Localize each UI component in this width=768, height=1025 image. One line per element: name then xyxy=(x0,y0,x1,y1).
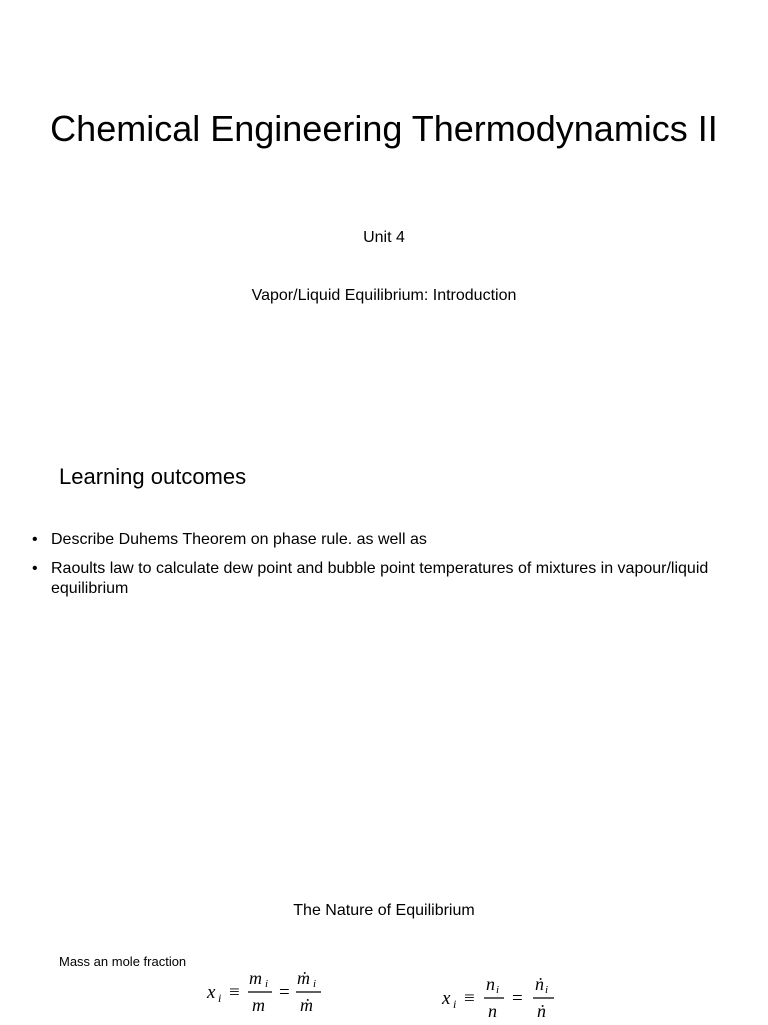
eq-lhs: x xyxy=(207,982,216,1003)
eq-lhs-sub: i xyxy=(218,991,222,1005)
eq-num2-sub: i xyxy=(545,984,549,996)
eq-den2: ṁ xyxy=(300,995,313,1015)
eq-identity: ≡ xyxy=(464,988,475,1009)
eq-num1-sub: i xyxy=(265,978,269,990)
eq-num2: ṁ xyxy=(297,968,310,988)
unit-label: Unit 4 xyxy=(363,229,405,246)
eq-equals: = xyxy=(512,988,523,1009)
eq-num2-sub: i xyxy=(313,978,317,990)
bullet-icon: • xyxy=(32,531,38,548)
eq-den1: m xyxy=(252,995,265,1015)
eq-num2: ṅ xyxy=(535,974,544,994)
equilibrium-heading: The Nature of Equilibrium xyxy=(293,902,475,919)
outcome-text: Raoults law to calculate dew point and bubble point temperatures of mixtures in vapour/liquid equilibrium xyxy=(51,560,709,597)
eq-equals: = xyxy=(279,982,290,1003)
mass-fraction-equation xyxy=(205,965,330,1020)
eq-lhs: x xyxy=(442,988,451,1009)
learning-outcomes-list xyxy=(32,530,732,608)
list-item xyxy=(32,559,732,599)
mole-fraction-equation xyxy=(440,965,565,1020)
bullet-icon: • xyxy=(32,560,38,577)
eq-den2: ṅ xyxy=(537,1001,546,1020)
eq-num1: m xyxy=(249,968,262,988)
eq-den1: n xyxy=(488,1001,497,1020)
list-item xyxy=(32,530,732,550)
slide-title: Chemical Engineering Thermodynamics II xyxy=(50,108,718,149)
eq-identity: ≡ xyxy=(229,982,240,1003)
slide-subtitle: Vapor/Liquid Equilibrium: Introduction xyxy=(251,287,517,304)
eq-lhs-sub: i xyxy=(453,997,457,1011)
outcome-text: Describe Duhems Theorem on phase rule. as well as xyxy=(51,531,427,548)
learning-outcomes-heading: Learning outcomes xyxy=(59,464,247,489)
eq-num1-sub: i xyxy=(496,984,500,996)
eq-num1: n xyxy=(486,974,495,994)
mass-mole-fraction-label: Mass an mole fraction xyxy=(59,954,187,969)
